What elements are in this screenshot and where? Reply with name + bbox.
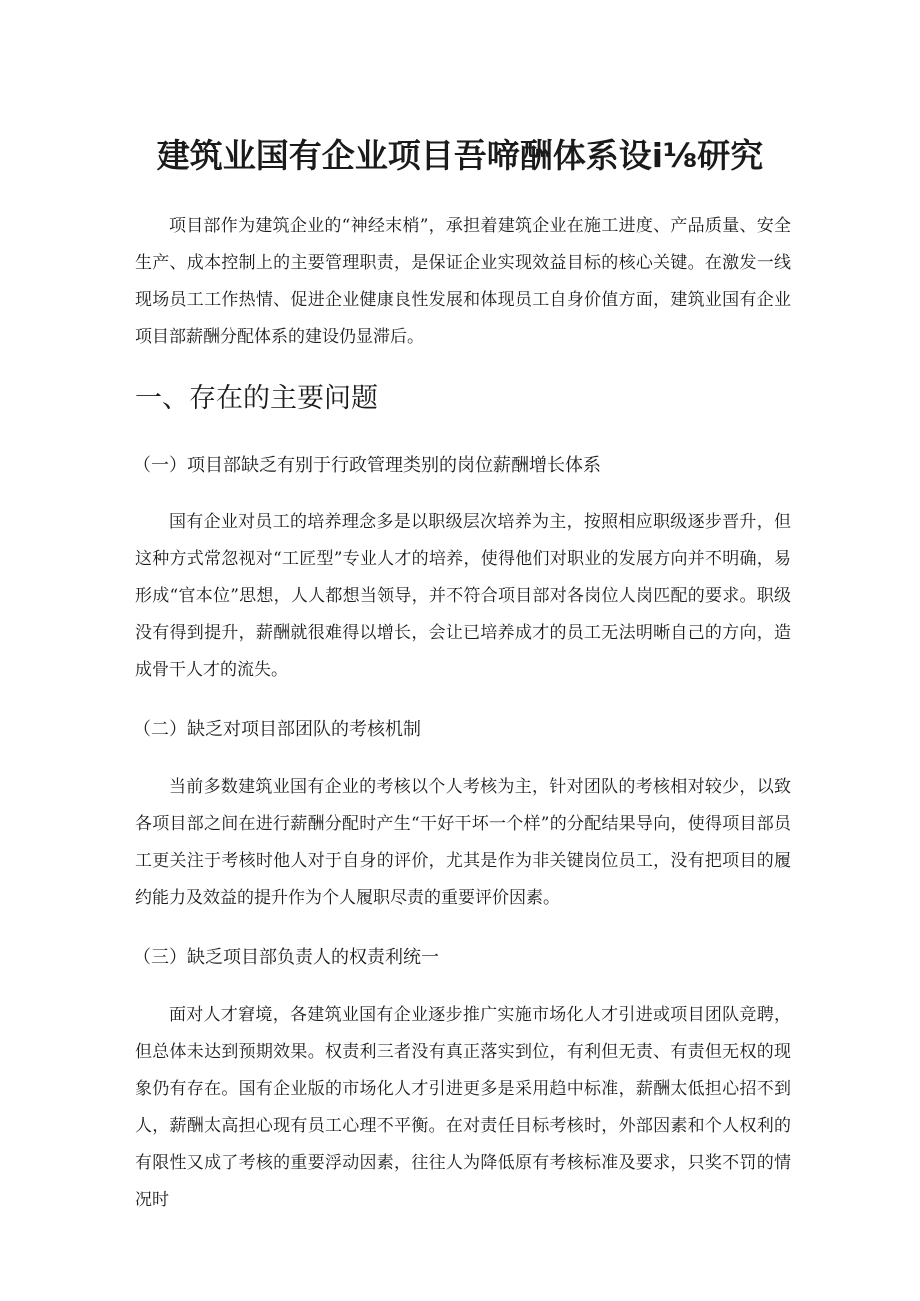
subsection-heading-3: （三）缺乏项目部负责人的权责利统一 [133, 947, 439, 968]
subsection-heading-2: （二）缺乏对项目部团队的考核机制 [133, 719, 421, 740]
section-heading-problems: 一、存在的主要问题 [135, 383, 378, 414]
intro-paragraph: 项目部作为建筑企业的“神经末梢”，承担着建筑企业在施工进度、产品质量、安全生产、成本控制上的主要管理职责，是保证企业实现效益目标的核心关键。在激发一线现场员工工作热情、促进企业健康良性发展和体现员工自身价值方面，建筑业国有企业项目部薪酬分配体系的建设仍显滞后。 [135, 216, 791, 347]
subsection-3-paragraph: 面对人才窘境，各建筑业国有企业逐步推广实施市场化人才引进或项目团队竞聘，但总体未达到预期效果。权责利三者没有真正落实到位，有利但无责、有责但无权的现象仍有存在。国有企业版的市场化人才引进更多是采用趋中标准，薪酬太低担心招不到人，薪酬太高担心现有员工心理不平衡。在对责任目标考核时，外部因素和个人权利的有限性又成了考核的重要浮动因素，往往人为降低原有考核标准及要求，只奖不罚的情况时 [135, 1005, 791, 1210]
document-title: 建筑业国有企业项目吾啼酬体系设i⅛研究 [156, 136, 764, 175]
subsection-2-paragraph: 当前多数建筑业国有企业的考核以个人考核为主，针对团队的考核相对较少，以致各项目部之间在进行薪酬分配时产生“干好干坏一个样”的分配结果导向，使得项目部员工更关注于考核时他人对于自身的评价，尤其是作为非关键岗位员工，没有把项目的履约能力及效益的提升作为个人履职尽责的重要评价因素。 [135, 777, 791, 908]
subsection-1-paragraph: 国有企业对员工的培养理念多是以职级层次培养为主，按照相应职级逐步晋升，但这种方式常忽视对“工匠型”专业人才的培养，使得他们对职业的发展方向并不明确，易形成“官本位”思想，人人都想当领导，并不符合项目部对各岗位人岗匹配的要求。职级没有得到提升，薪酬就很难得以增长，会让已培养成才的员工无法明晰自己的方向，造成骨干人才的流失。 [135, 512, 791, 680]
subsection-heading-1: （一）项目部缺乏有别于行政管理类别的岗位薪酬增长体系 [133, 455, 601, 476]
